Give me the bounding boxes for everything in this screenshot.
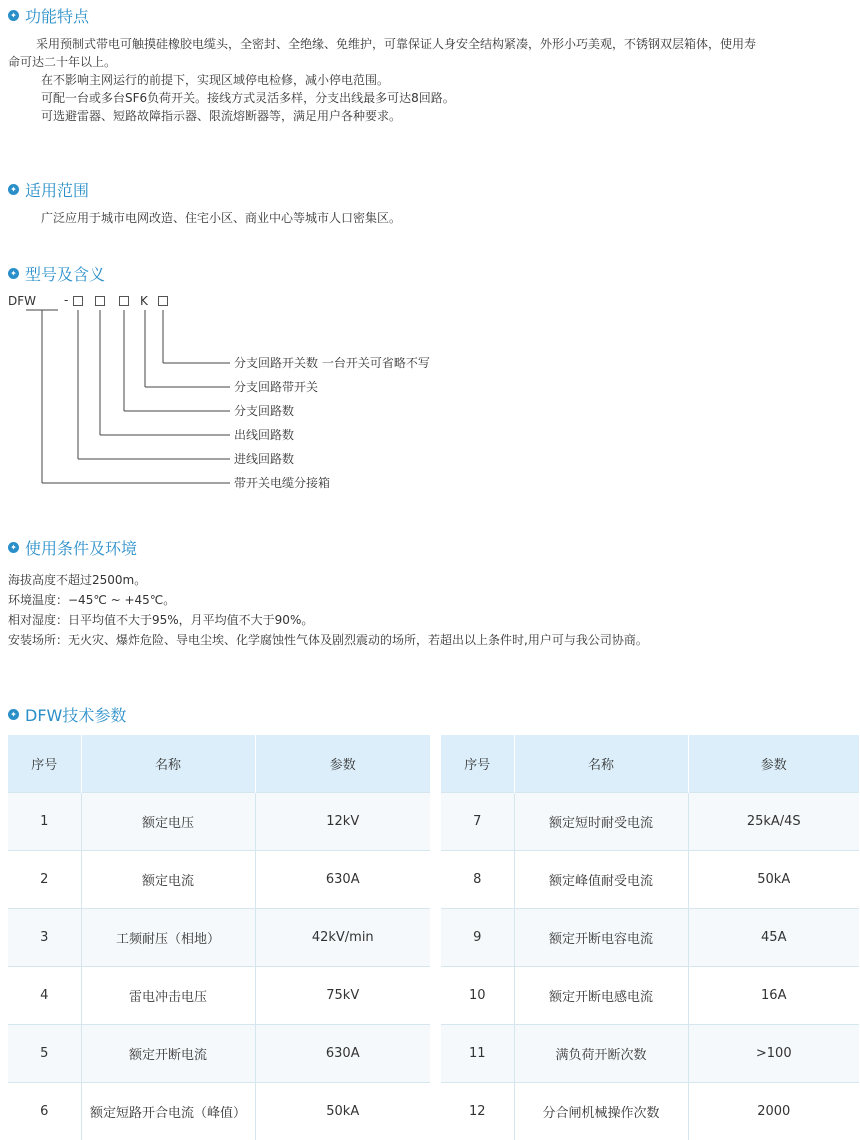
- row-name: 额定短时耐受电流: [514, 793, 688, 851]
- section-title: DFW技术参数: [25, 703, 126, 726]
- row-name: 满负荷开断次数: [514, 1025, 688, 1083]
- features-line: 命可达二十年以上。: [8, 53, 858, 71]
- row-name: 额定开断电容电流: [514, 909, 688, 967]
- features-line: 可配一台或多台SF6负荷开关。接线方式灵活多样，分支出线最多可达8回路。: [8, 89, 858, 107]
- section-title: 功能特点: [25, 4, 89, 27]
- table-row: [441, 1083, 859, 1140]
- features-line: 采用预制式带电可触摸硅橡胶电缆头，全密封、全绝缘、免维护，可靠保证人身安全结构紧凑，外形小巧美观，不锈钢双层箱体，使用寿: [8, 35, 858, 53]
- row-value: >100: [688, 1025, 859, 1083]
- table-row: [8, 793, 430, 851]
- row-no: 7: [441, 793, 514, 851]
- star-bullet-icon: ✦: [8, 10, 19, 21]
- section-heading-scope: [8, 177, 89, 201]
- features-paragraph: [8, 35, 858, 125]
- table-row: [441, 851, 859, 909]
- conditions-line: 相对湿度：日平均值不大于95%，月平均值不大于90%。: [8, 610, 648, 630]
- row-value: 630A: [255, 851, 430, 909]
- row-value: 25kA/4S: [688, 793, 859, 851]
- row-name: 额定电压: [81, 793, 255, 851]
- row-no: 1: [8, 793, 81, 851]
- row-name: 分合闸机械操作次数: [514, 1083, 688, 1140]
- header-name: 名称: [81, 735, 255, 793]
- row-no: 5: [8, 1025, 81, 1083]
- row-no: 9: [441, 909, 514, 967]
- model-label-5: 进线回路数: [234, 452, 294, 466]
- star-bullet-icon: ✦: [8, 184, 19, 195]
- row-value: 50kA: [255, 1083, 430, 1140]
- model-label-2: 分支回路带开关: [234, 380, 318, 394]
- row-no: 6: [8, 1083, 81, 1140]
- params-table-left: [8, 735, 430, 1140]
- section-title: 使用条件及环境: [25, 536, 137, 559]
- features-line: 可选避雷器、短路故障指示器、限流熔断器等，满足用户各种要求。: [8, 107, 858, 125]
- section-heading-params: [8, 702, 126, 726]
- table-row: [8, 967, 430, 1025]
- model-label-4: 出线回路数: [234, 428, 294, 442]
- model-code-diagram: [0, 286, 520, 498]
- table-row: [441, 967, 859, 1025]
- model-k: K: [140, 294, 148, 308]
- header-name: 名称: [514, 735, 688, 793]
- header-value: 参数: [688, 735, 859, 793]
- row-value: 50kA: [688, 851, 859, 909]
- section-title: 适用范围: [25, 178, 89, 201]
- conditions-paragraph: [8, 570, 648, 650]
- conditions-line: 海拔高度不超过2500m。: [8, 570, 648, 590]
- table-header-row: [441, 735, 859, 793]
- star-bullet-icon: ✦: [8, 268, 19, 279]
- row-no: 8: [441, 851, 514, 909]
- table-row: [8, 909, 430, 967]
- row-name: 额定短路开合电流（峰值）: [81, 1083, 255, 1140]
- row-name: 额定开断电流: [81, 1025, 255, 1083]
- model-label-6: 带开关电缆分接箱: [234, 476, 330, 490]
- row-value: 630A: [255, 1025, 430, 1083]
- features-line: 在不影响主网运行的前提下，实现区域停电检修，减小停电范围。: [8, 71, 858, 89]
- row-no: 11: [441, 1025, 514, 1083]
- table-row: [441, 793, 859, 851]
- conditions-line: 环境温度：−45℃ ~ +45℃。: [8, 590, 648, 610]
- table-header-row: [8, 735, 430, 793]
- header-value: 参数: [255, 735, 430, 793]
- scope-line: 广泛应用于城市电网改造、住宅小区、商业中心等城市人口密集区。: [41, 209, 401, 227]
- table-row: [8, 1083, 430, 1140]
- row-name: 额定电流: [81, 851, 255, 909]
- row-name: 工频耐压（相地）: [81, 909, 255, 967]
- row-name: 雷电冲击电压: [81, 967, 255, 1025]
- section-title: 型号及含义: [25, 262, 105, 285]
- row-no: 3: [8, 909, 81, 967]
- row-value: 12kV: [255, 793, 430, 851]
- model-dash: -: [64, 293, 68, 307]
- model-prefix: DFW: [8, 294, 36, 308]
- row-name: 额定开断电感电流: [514, 967, 688, 1025]
- row-no: 2: [8, 851, 81, 909]
- section-heading-features: [8, 3, 89, 27]
- star-bullet-icon: ✦: [8, 542, 19, 553]
- table-row: [8, 851, 430, 909]
- row-no: 10: [441, 967, 514, 1025]
- scope-paragraph: [41, 209, 401, 227]
- section-heading-model: [8, 261, 105, 285]
- model-label-1: 分支回路开关数 一台开关可省略不写: [234, 356, 430, 370]
- table-row: [441, 909, 859, 967]
- row-no: 12: [441, 1083, 514, 1140]
- star-bullet-icon: ✦: [8, 709, 19, 720]
- section-heading-conditions: [8, 535, 137, 559]
- row-value: 16A: [688, 967, 859, 1025]
- conditions-line: 安装场所：无火灾、爆炸危险、导电尘埃、化学腐蚀性气体及剧烈震动的场所，若超出以上条件时,用户可与我公司协商。: [8, 630, 648, 650]
- row-no: 4: [8, 967, 81, 1025]
- table-row: [8, 1025, 430, 1083]
- table-row: [441, 1025, 859, 1083]
- params-table-right: [441, 735, 859, 1140]
- row-value: 42kV/min: [255, 909, 430, 967]
- header-no: 序号: [441, 735, 514, 793]
- header-no: 序号: [8, 735, 81, 793]
- model-label-3: 分支回路数: [234, 404, 294, 418]
- row-value: 45A: [688, 909, 859, 967]
- row-value: 2000: [688, 1083, 859, 1140]
- row-value: 75kV: [255, 967, 430, 1025]
- row-name: 额定峰值耐受电流: [514, 851, 688, 909]
